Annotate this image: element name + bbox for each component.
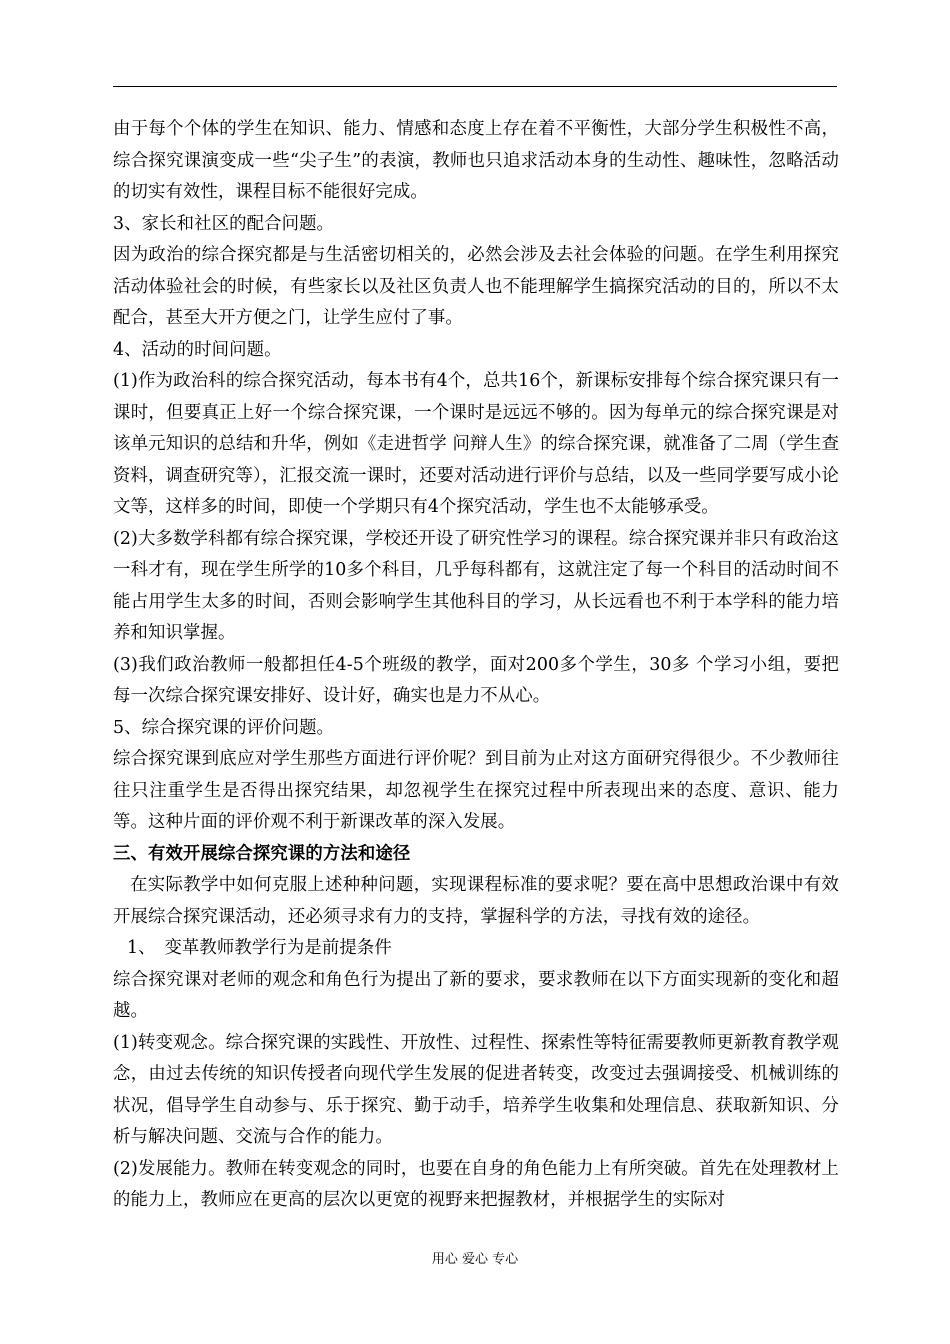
page-footer: 用心 爱心 专心 [431, 1252, 519, 1267]
subsection-heading: 1、 变革教师教学行为是前提条件 [127, 938, 392, 958]
paragraph: 因为政治的综合探究都是与生活密切相关的，必然会涉及去社会体验的问题。在学生利用探究活动体验社会的时候，有些家长以及社区负责人也不能理解学生搞探究活动的目的，所以不太配合，甚至大开方便之门，让学生应付了事。 [113, 245, 839, 328]
paragraph: (1)作为政治科的综合探究活动，每本书有4个，总共16个，新课标安排每个综合探究课只有一课时，但要真正上好一个综合探究课，一个课时是远远不够的。因为每单元的综合探究课是对该单元知识的总结和升华，例如《走进哲学 问辩人生》的综合探究课，就准备了二周（学生查资料，调查研究等），汇报交流一课时，还要对活动进行评价与总结，以及一些同学要写成小论文等，这样多的时间，即使一个学期只有4个探究活动，学生也不太能够承受。 [113, 371, 839, 517]
section-heading: 5、综合探究课的评价问题。 [113, 717, 335, 738]
paragraph: 综合探究课对老师的观念和角色行为提出了新的要求，要求教师在以下方面实现新的变化和超越。 [113, 969, 839, 1021]
paragraph: 由于每个个体的学生在知识、能力、情感和态度上存在着不平衡性，大部分学生积极性不高，综合探究课演变成一些“尖子生”的表演，教师也只追求活动本身的生动性、趣味性，忽略活动的切实有效性，课程目标不能很好完成。 [113, 119, 839, 202]
section-heading: 4、活动的时间问题。 [113, 339, 282, 360]
section-heading: 3、家长和社区的配合问题。 [113, 213, 335, 234]
paragraph: (2)大多数学科都有综合探究课，学校还开设了研究性学习的课程。综合探究课并非只有政治这一科才有，现在学生所学的10多个科目，几乎每科都有，这就注定了每一个科目的活动时间不能占用学生太多的时间，否则会影响学生其他科目的学习，从长远看也不利于本学科的能力培养和知识掌握。 [113, 528, 839, 643]
header-rule [113, 86, 837, 87]
paragraph: (2)发展能力。教师在转变观念的同时，也要在自身的角色能力上有所突破。首先在处理教材上的能力上，教师应在更高的层次以更宽的视野来把握教材，并根据学生的实际对 [113, 1158, 839, 1210]
document-body [113, 114, 839, 1217]
paragraph: (1)转变观念。综合探究课的实践性、开放性、过程性、探索性等特征需要教师更新教育教学观念，由过去传统的知识传授者向现代学生发展的促进者转变，改变过去强调接受、机械训练的状况，倡导学生自动参与、乐于探究、勤于动手，培养学生收集和处理信息、获取新知识、分析与解决问题、交流与合作的能力。 [113, 1032, 839, 1147]
chapter-heading: 三、有效开展综合探究课的方法和途径 [113, 843, 411, 864]
paragraph: 综合探究课到底应对学生那些方面进行评价呢？到目前为止对这方面研究得很少。不少教师往往只注重学生是否得出探究结果，却忽视学生在探究过程中所表现出来的态度、意识、能力等。这种片面的评价观不利于新课改革的深入发展。 [113, 749, 839, 832]
paragraph: 在实际教学中如何克服上述种种问题，实现课程标准的要求呢？要在高中思想政治课中有效开展综合探究课活动，还必须寻求有力的支持，掌握科学的方法，寻找有效的途径。 [113, 875, 839, 927]
paragraph: (3)我们政治教师一般都担任4-5个班级的教学，面对200多个学生，30多 个学习小组，要把每一次综合探究课安排好、设计好，确实也是力不从心。 [113, 654, 839, 706]
